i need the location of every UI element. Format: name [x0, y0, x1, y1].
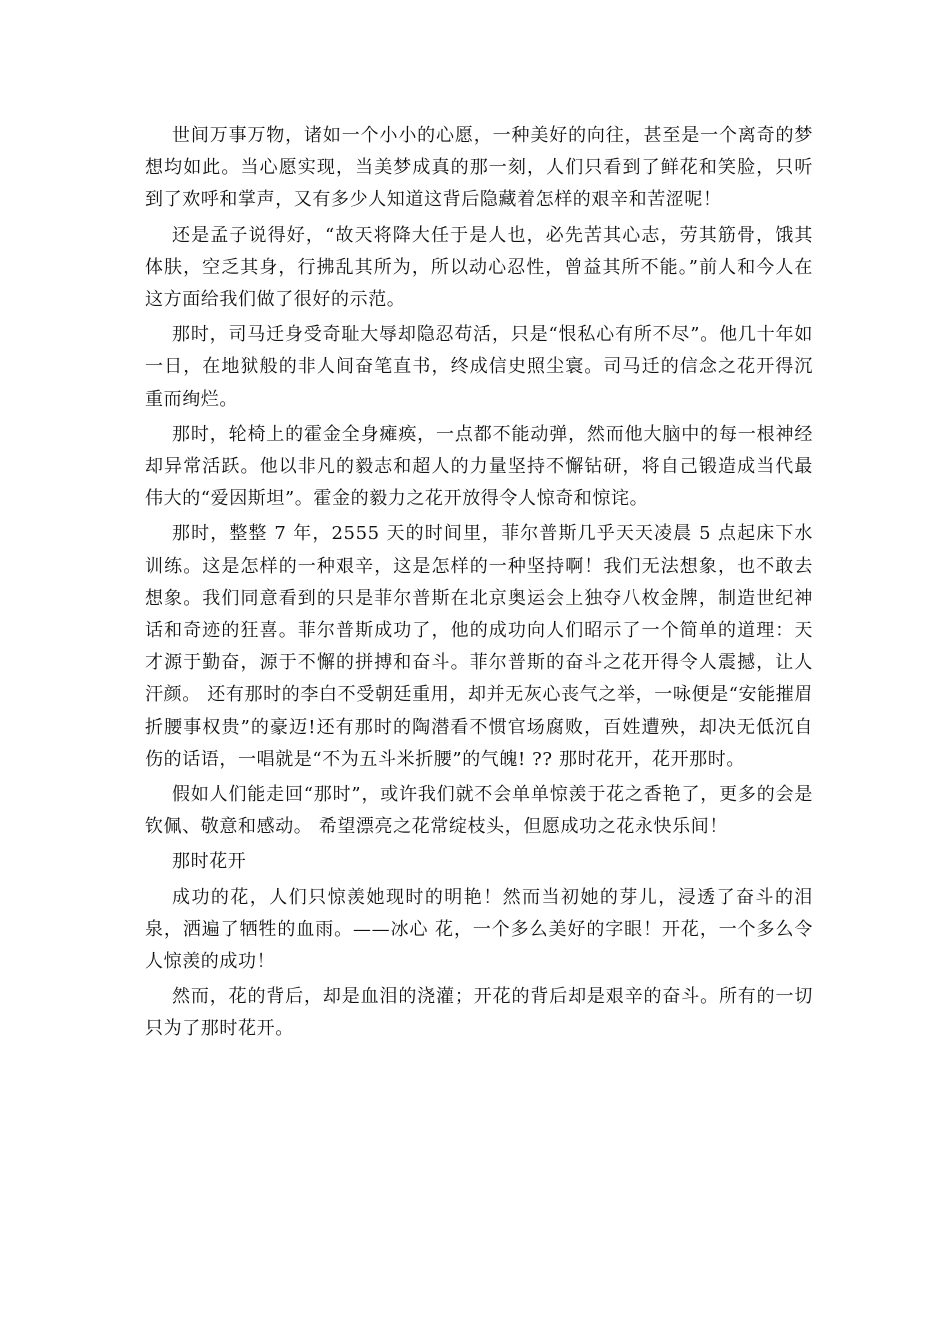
paragraph-6: 假如人们能走回“那时”，或许我们就不会单单惊羡于花之香艳了，更多的会是钦佩、敬意和感动。 希望漂亮之花常绽枝头，但愿成功之花永快乐间！	[145, 784, 813, 838]
paragraph-3: 那时，司马迁身受奇耻大辱却隐忍苟活，只是“恨私心有所不尽”。他几十年如一日，在地狱般的非人间奋笔直书，终成信史照尘寰。司马迁的信念之花开得沉重而绚烂。	[145, 324, 813, 410]
paragraph-7: 成功的花，人们只惊羡她现时的明艳！然而当初她的芽儿，浸透了奋斗的泪泉，洒遍了牺牲的血雨。——冰心 花，一个多么美好的字眼！开花，一个多么令人惊羡的成功！	[145, 886, 813, 973]
section-title: 那时花开	[172, 851, 247, 873]
document-body	[145, 120, 813, 1049]
paragraph-1: 世间万事万物，诸如一个小小的心愿，一种美好的向往，甚至是一个离奇的梦想均如此。当心愿实现，当美梦成真的那一刻，人们只看到了鲜花和笑脸，只听到了欢呼和掌声，又有多少人知道这背后隐藏着怎样的艰辛和苦涩呢！	[145, 125, 813, 211]
paragraph-4: 那时，轮椅上的霍金全身瘫痪，一点都不能动弹，然而他大脑中的每一根神经却异常活跃。他以非凡的毅志和超人的力量坚持不懈钻研，将自己锻造成当代最伟大的“爱因斯坦”。霍金的毅力之花开放得令人惊奇和惊诧。	[145, 423, 813, 510]
paragraph-5: 那时，整整 7 年，2555 天的时间里，菲尔普斯几乎天天凌晨 5 点起床下水训练。这是怎样的一种艰辛，这是怎样的一种坚持啊！我们无法想象，也不敢去想象。我们同意看到的只是菲尔普斯在北京奥运会上独夺八枚金牌，制造世纪神话和奇迹的狂喜。菲尔普斯成功了，他的成功向人们昭示了一个简单的道理：天才源于勤奋，源于不懈的拼搏和奋斗。菲尔普斯的奋斗之花开得令人震撼，让人汗颜。 还有那时的李白不受朝廷重用，却并无灰心丧气之举，一咏便是“安能摧眉折腰事权贵”的豪迈!还有那时的陶潜看不惯官场腐败，百姓遭殃，却决无低沉自伤的话语，一唱就是“不为五斗米折腰”的气魄! ?? 那时花开，花开那时。	[145, 523, 813, 770]
paragraph-8: 然而，花的背后，却是血泪的浇灌；开花的背后却是艰辛的奋斗。所有的一切只为了那时花开。	[145, 986, 813, 1040]
paragraph-2: 还是孟子说得好，“故天将降大任于是人也，必先苦其心志，劳其筋骨，饿其体肤，空乏其身，行拂乱其所为，所以动心忍性，曾益其所不能。”前人和今人在这方面给我们做了很好的示范。	[145, 224, 813, 311]
